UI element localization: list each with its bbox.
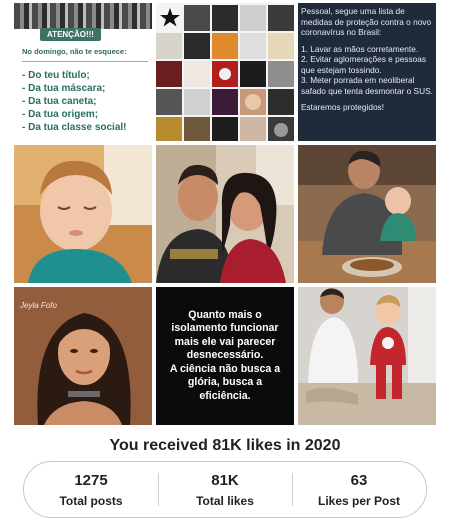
stat-label: Total likes bbox=[196, 493, 254, 508]
list-item: - Da tua máscara; bbox=[22, 83, 106, 94]
couple-photo bbox=[156, 145, 294, 283]
quote-line: desnecessário. bbox=[186, 349, 264, 362]
post-tile-toddler-walking[interactable] bbox=[298, 287, 436, 425]
post-tile-couple-selfie[interactable] bbox=[156, 145, 294, 283]
tweet-paragraph: 3. Meter porrada em neoliberal safado que tenta desmontar o SUS. bbox=[301, 75, 433, 96]
stat-value: 81K bbox=[211, 471, 239, 489]
tweet-paragraph: 2. Evitar aglomerações e pessoas que estejam tossindo. bbox=[301, 54, 426, 75]
post-tile-tweet[interactable] bbox=[298, 3, 436, 141]
stat-value: 1275 bbox=[74, 471, 108, 489]
year-summary-headline: You received 81K likes in 2020 bbox=[109, 437, 341, 454]
divider bbox=[22, 61, 148, 62]
album-collage-image bbox=[156, 3, 294, 141]
list-item: - Da tua caneta; bbox=[22, 96, 97, 107]
quote-line: glória, busca a bbox=[187, 376, 263, 389]
stat-total-posts bbox=[24, 462, 158, 517]
photo-grid bbox=[14, 3, 436, 425]
post-tile-attention[interactable] bbox=[14, 3, 152, 141]
list-item: - Do teu título; bbox=[22, 70, 90, 81]
post-tile-album-collage[interactable] bbox=[156, 3, 294, 141]
stat-likes-per-post bbox=[292, 462, 426, 517]
stat-label: Total posts bbox=[59, 493, 123, 508]
poster-list bbox=[22, 69, 127, 134]
stat-label: Likes per Post bbox=[317, 493, 401, 508]
post-tile-baby-portrait[interactable] bbox=[14, 145, 152, 283]
poster-subtitle: No domingo, não te esquece: bbox=[22, 47, 127, 56]
quote-line: mais ele vai parecer bbox=[174, 335, 276, 348]
quote-line: A ciência não busca a bbox=[169, 362, 281, 375]
tweet-paragraph: 1. Lavar as mãos corretamente. bbox=[301, 43, 419, 54]
stats-card bbox=[23, 461, 427, 518]
quote-line: eficiência. bbox=[199, 389, 251, 402]
quote-text bbox=[159, 309, 291, 404]
stat-value: 63 bbox=[350, 471, 368, 489]
crowd-photo bbox=[14, 3, 152, 29]
stat-total-likes bbox=[158, 462, 292, 517]
tweet-paragraph: Pessoal, segue uma lista de medidas de proteção contra o novo coronavírus no Brasil: bbox=[301, 6, 432, 37]
toddler-photo bbox=[298, 287, 436, 425]
post-tile-woman-portrait[interactable] bbox=[14, 287, 152, 425]
post-tile-father-baby[interactable] bbox=[298, 145, 436, 283]
post-tile-quote[interactable] bbox=[156, 287, 294, 425]
list-item: - Da tua classe social! bbox=[22, 122, 127, 133]
quote-line: Quanto mais o bbox=[188, 308, 262, 321]
quote-line: isolamento funcionar bbox=[171, 322, 279, 335]
baby-photo bbox=[14, 145, 152, 283]
list-item: - Da tua origem; bbox=[22, 109, 99, 120]
attention-badge: ATENÇÃO!!! bbox=[40, 28, 101, 41]
watermark-signature: Jeyla Fofo bbox=[20, 301, 57, 310]
tweet-paragraph: Estaremos protegidos! bbox=[301, 102, 385, 112]
father-baby-photo bbox=[298, 145, 436, 283]
tweet-text bbox=[301, 6, 433, 119]
